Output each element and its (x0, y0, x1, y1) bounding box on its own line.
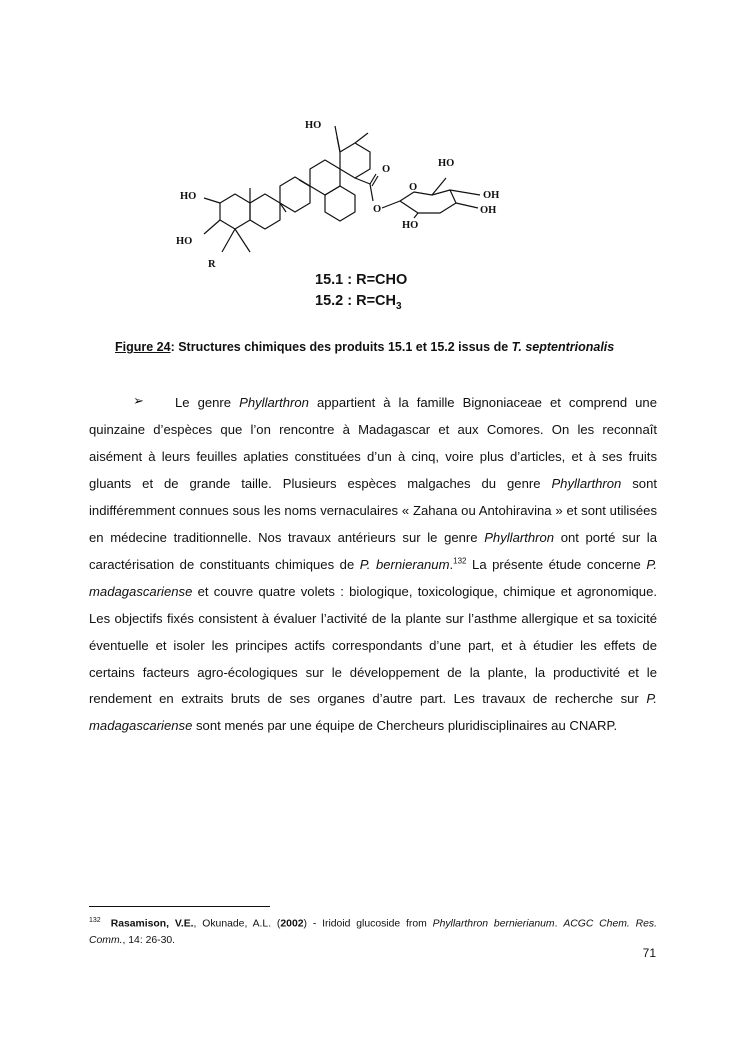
compound-variants (315, 270, 407, 317)
caption-label: Figure 24 (115, 340, 171, 354)
atom-label-ho: HO (180, 191, 197, 202)
triterpene-glycoside-structure (160, 100, 530, 268)
atom-label-ho: HO (438, 158, 455, 169)
footnote-reference[interactable]: 132 (453, 556, 467, 566)
atom-label-oh: OH (480, 205, 497, 216)
variant-15-2: 15.2 : $R=CH_3$ (315, 293, 402, 312)
page-number: 71 (642, 946, 656, 960)
atom-label-o: O (382, 164, 391, 175)
atom-label-o: O (373, 204, 382, 215)
footnote-year: 2002 (280, 918, 304, 930)
figure-caption (115, 340, 614, 354)
footnote-divider (89, 906, 270, 907)
atom-label-r: R (208, 259, 216, 268)
caption-species: T. septentrionalis (511, 340, 615, 354)
atom-label-ho: HO (305, 120, 322, 131)
footnote: $^{132}$ Rasamison, V.E., Okunade, A.L. (2002) - Iridoid glucoside from Phyllarthron bernierianum. ACGC Chem. Res. Comm., 14: 26-30. (89, 917, 657, 947)
atom-label-oh: OH (483, 190, 500, 201)
atom-label-ho: HO (176, 236, 193, 247)
chemical-structure-figure (160, 100, 530, 268)
atom-label-ho: HO (402, 220, 419, 231)
arrow-bullet-icon: ➢ (133, 393, 144, 408)
footnote-number: 132 (89, 917, 101, 924)
footnote-journal: ACGC Chem. Res. Comm. (89, 918, 657, 947)
footnote-author: Rasamison, V.E. (110, 918, 194, 930)
body-paragraph: Le genre Phyllarthron appartient à la famille Bignoniaceae et comprend une quinzaine d’espèces que l’on rencontre à Madagascar et aux Comores. On les reconnaît aisément à leurs feuilles aplaties constituées d’un à cinq, voire plus d’articles, et à ses fruits gluants et de grande taille. Plusieurs espèces malgaches du genre Phyllarthron sont indifféremment connues sous les noms vernaculaires « Zahana ou Antohiravina » et sont utilisées en médecine traditionnelle. Nos travaux antérieurs sur le genre Phyllarthron ont porté sur la caractérisation de constituants chimiques de P. bernieranum.$^{132}$ La présente étude concerne P. madagascariense et couvre quatre volets : biologique, toxicologique, chimique et agronomique. Les objectifs fixés consistent à évaluer l’activité de la plante sur l’asthme allergique et sa toxicité éventuelle et isoler les principes actifs correspondants d’une part, et à étudier les effets de certains facteurs agro-écologiques sur le développement de la plante, la productivité et le rendement en extraits bruts de ses organes d’autre part. Les travaux de recherche sur P. madagascariense sont menés par une équipe de Chercheurs pluridisciplinaires au CNARP. (89, 395, 658, 734)
caption-text: : Structures chimiques des produits 15.1 et 15.2 issus de (170, 340, 512, 354)
variant-15-1: 15.1 : R=CHO (315, 272, 408, 288)
atom-label-o: O (409, 182, 418, 193)
